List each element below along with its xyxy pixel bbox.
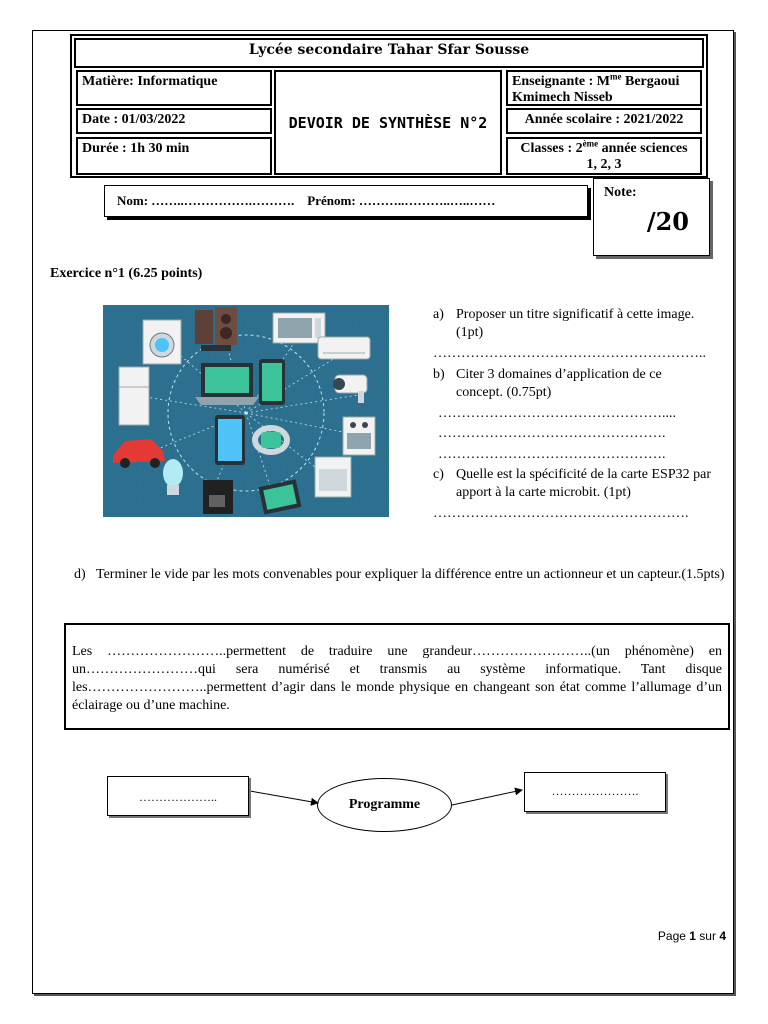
school-name: Lycée secondaire Tahar Sfar Sousse — [248, 42, 530, 58]
exam-title-cell — [274, 70, 502, 175]
program-ellipse — [317, 778, 452, 832]
teacher-name-2: Kmimech Nisseb — [512, 90, 613, 105]
school-year-cell — [506, 108, 702, 134]
note-label: Note: — [604, 185, 637, 200]
note-box — [593, 178, 710, 256]
stove-icon — [343, 417, 375, 455]
teacher-name-1: Bergaoui — [621, 74, 680, 89]
dishwasher-icon — [315, 457, 351, 497]
page-prefix: Page — [657, 929, 690, 943]
school-year-text: Année scolaire : 2021/2022 — [524, 112, 684, 127]
output-box[interactable] — [524, 772, 666, 812]
answer-b-line-1[interactable]: ………………………………………….... — [438, 406, 676, 421]
washing-machine-icon — [143, 320, 181, 364]
air-conditioner-icon — [318, 337, 370, 359]
fill-in-box[interactable] — [64, 623, 730, 730]
page-number — [658, 929, 726, 943]
question-d-marker: d) — [74, 567, 86, 582]
classes-line2: 1, 2, 3 — [586, 157, 622, 172]
answer-c-line[interactable]: ………………………………………………. — [433, 506, 689, 521]
question-c-text: Quelle est la spécificité de la carte ESP32 par apport à la carte microbit. (1pt) — [456, 467, 712, 500]
question-c-marker: c) — [433, 467, 444, 482]
classes-suffix: année sciences — [598, 141, 688, 156]
classes-prefix: Classes : 2 — [520, 141, 583, 156]
teacher-prefix: Enseignante : M — [512, 74, 610, 89]
prenom-label: Prénom: ………..………..…..…… — [307, 193, 496, 208]
subject-text: Matière: Informatique — [82, 74, 218, 89]
exam-title: DEVOIR DE SYNTHÈSE N°2 — [288, 113, 488, 132]
date-cell — [76, 108, 272, 134]
question-b-text: Citer 3 domaines d’application de ce concept. (0.75pt) — [456, 367, 662, 400]
iot-illustration — [103, 305, 389, 517]
note-score: /20 — [646, 207, 689, 236]
input-box[interactable] — [107, 776, 249, 816]
output-box-dots: …………………. — [551, 784, 639, 798]
page-middle: sur — [695, 929, 720, 943]
program-label: Programme — [348, 797, 421, 812]
fill-in-text: Les ……………………..permettent de traduire une grandeur……………………..(un phénomène) en un……………………qui sera numérisé et transmis au système informatique. Tant disque les……………………..permettent d’agir dans le monde physique en changeant son état comme l’allumage d’un éclairage ou d’une machine. — [72, 644, 722, 713]
date-text: Date : 01/03/2022 — [82, 112, 186, 127]
question-a-marker: a) — [433, 307, 444, 322]
smartphone-icon — [215, 415, 245, 465]
question-b-marker: b) — [433, 367, 445, 382]
input-box-dots: ……………….. — [139, 790, 217, 804]
subject-cell — [76, 70, 272, 106]
question-d-text: Terminer le vide par les mots convenables pour expliquer la différence entre un actionneur et un capteur.(1.5pts) — [96, 567, 725, 582]
teacher-cell — [506, 70, 702, 106]
page-total: 4 — [719, 929, 726, 943]
duration-cell — [76, 137, 272, 175]
exercise-title: Exercice n°1 (6.25 points) — [50, 266, 203, 281]
duration-text: Durée : 1h 30 min — [82, 141, 190, 156]
classes-cell — [506, 137, 702, 175]
tablet-icon — [259, 359, 285, 405]
answer-b-line-2[interactable]: …………………………………………. — [438, 426, 666, 441]
microwave-icon — [273, 313, 325, 343]
laptop-icon — [195, 363, 259, 405]
coffee-machine-icon — [203, 480, 233, 514]
question-a-text: Proposer un titre significatif à cette image. (1pt) — [456, 307, 695, 340]
student-name-box[interactable] — [104, 185, 588, 217]
classes-sup: ème — [582, 138, 599, 149]
fridge-icon — [119, 367, 149, 425]
answer-a-line[interactable]: ………………………………………………….. — [433, 346, 706, 361]
nom-label: Nom: ……..…………….………. — [117, 193, 295, 208]
answer-b-line-3[interactable]: …………………………………………. — [438, 447, 666, 462]
teacher-sup: me — [610, 71, 622, 82]
page-current: 1 — [689, 929, 696, 943]
